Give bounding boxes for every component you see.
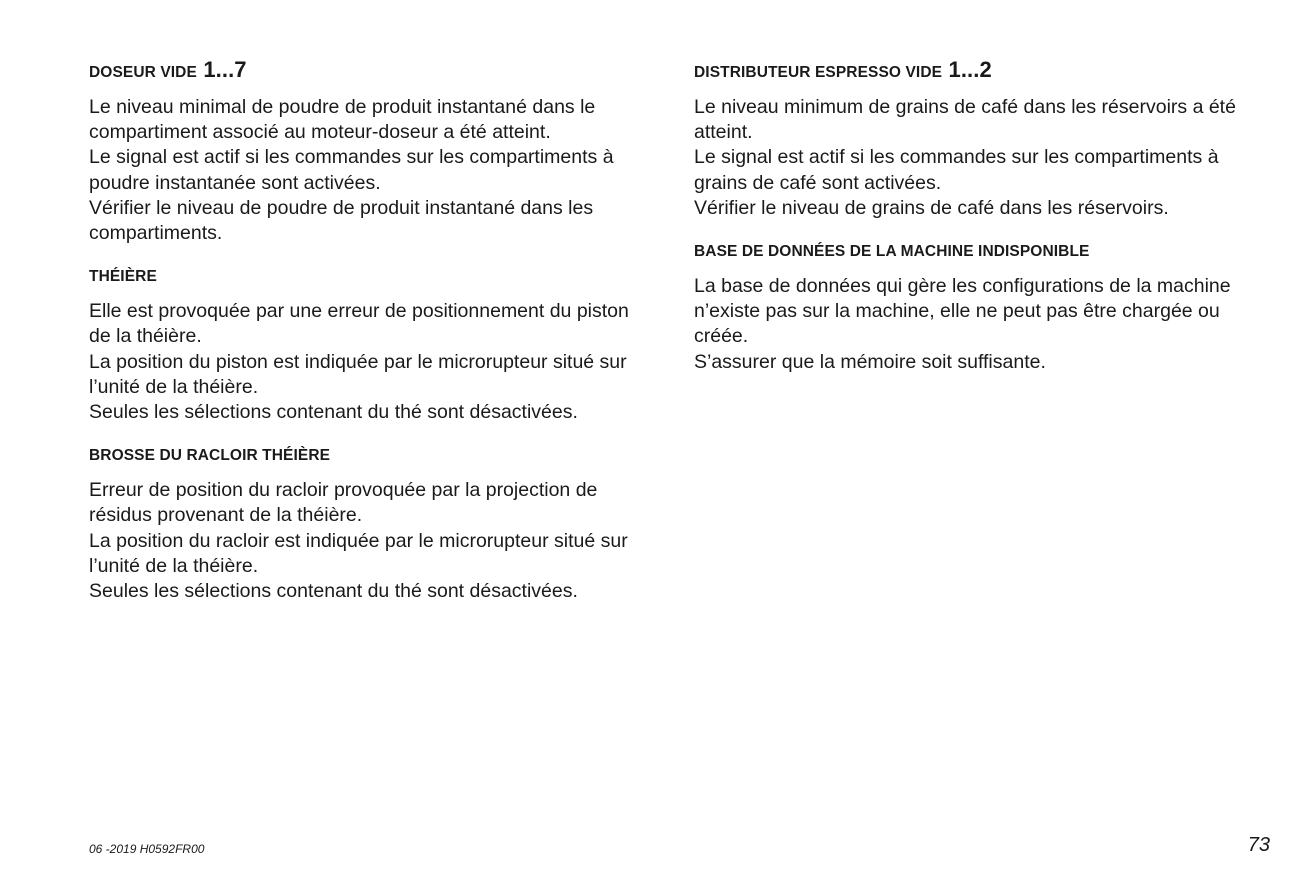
section-heading: [694, 238, 1279, 266]
body-line: résidus provenant de la théière.: [89, 504, 363, 527]
body-line: compartiments.: [89, 222, 223, 245]
section-body: [694, 274, 1279, 375]
body-line: n’existe pas sur la machine, elle ne peut pas être chargée ou: [694, 300, 1220, 323]
page-number: 73: [1247, 834, 1270, 856]
body-line: La position du piston est indiquée par le microrupteur situé sur: [89, 350, 627, 373]
body-line: La base de données qui gère les configurations de la machine: [694, 275, 1231, 298]
body-line: Seules les sélections contenant du thé sont désactivées.: [89, 401, 578, 424]
section-body: [89, 299, 669, 425]
section-doseur-vide: [89, 56, 669, 246]
body-line: compartiment associé au moteur-doseur a été atteint.: [89, 121, 551, 144]
section-body: [89, 478, 669, 604]
section-heading: [89, 263, 669, 291]
body-line: l’unité de la théière.: [89, 554, 259, 577]
body-line: Le niveau minimum de grains de café dans les réservoirs a été: [694, 96, 1236, 118]
right-column: [694, 56, 1279, 390]
heading-text: BASE DE DONNÉES DE LA MACHINE INDISPONIBLE: [694, 243, 1090, 261]
section-body: [89, 95, 669, 246]
section-distributeur-espresso: [694, 56, 1279, 221]
body-line: Vérifier le niveau de grains de café dans les réservoirs.: [694, 196, 1169, 219]
body-line: Le signal est actif si les commandes sur les compartiments à: [89, 146, 614, 169]
section-heading: [89, 56, 669, 87]
heading-text: THÉIÈRE: [89, 268, 157, 286]
section-body: [694, 95, 1279, 221]
section-brosse-racloir: [89, 442, 669, 604]
body-line: Vérifier le niveau de poudre de produit instantané dans les: [89, 196, 594, 219]
section-base-donnees: [694, 238, 1279, 375]
body-line: poudre instantanée sont activées.: [89, 171, 381, 194]
body-line: Seules les sélections contenant du thé sont désactivées.: [89, 580, 578, 603]
body-line: Elle est provoquée par une erreur de positionnement du piston: [89, 300, 629, 323]
body-line: Erreur de position du racloir provoquée par la projection de: [89, 479, 598, 502]
body-line: grains de café sont activées.: [694, 171, 942, 194]
heading-text: DISTRIBUTEUR ESPRESSO VIDE: [694, 64, 943, 81]
body-line: atteint.: [694, 121, 753, 144]
body-line: S’assurer que la mémoire soit suffisante.: [694, 350, 1046, 373]
body-line: créée.: [694, 325, 749, 348]
left-column: [89, 56, 669, 619]
heading-text: DOSEUR VIDE: [89, 64, 197, 81]
body-line: Le signal est actif si les commandes sur les compartiments à: [694, 146, 1219, 169]
section-theiere: [89, 263, 669, 425]
body-line: La position du racloir est indiquée par le microrupteur situé sur: [89, 529, 628, 552]
body-line: de la théière.: [89, 325, 202, 348]
body-line: l’unité de la théière.: [89, 375, 259, 398]
section-heading: [89, 442, 669, 470]
heading-text: BROSSE DU RACLOIR THÉIÈRE: [89, 447, 331, 465]
section-heading: [694, 56, 1279, 87]
heading-number: 1...2: [948, 57, 992, 82]
document-code: 06 -2019 H0592FR00: [89, 842, 205, 856]
body-line: Le niveau minimal de poudre de produit instantané dans le: [89, 96, 596, 118]
heading-number: 1...7: [203, 57, 247, 82]
